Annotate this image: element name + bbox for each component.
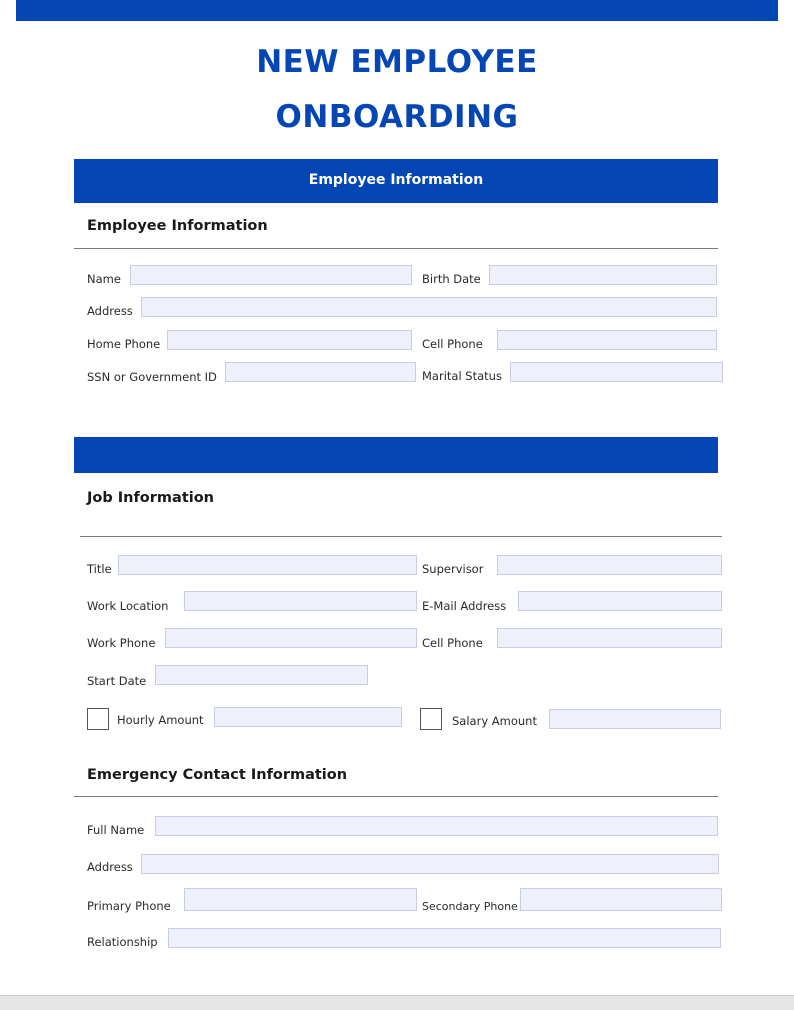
section-divider: [74, 796, 718, 797]
page-title-line-1: NEW EMPLOYEE: [256, 44, 538, 80]
birth-date-label: Birth Date: [422, 272, 481, 286]
job-cell-phone-field[interactable]: [497, 628, 722, 648]
section-band-employee: [74, 159, 718, 203]
secondary-phone-field[interactable]: [520, 888, 722, 911]
start-date-label: Start Date: [87, 674, 147, 688]
name-field[interactable]: [130, 265, 412, 285]
secondary-phone-label: Secondary Phone: [422, 900, 518, 913]
top-color-bar: [16, 0, 778, 21]
marital-status-field[interactable]: [510, 362, 723, 382]
birth-date-field[interactable]: [489, 265, 717, 285]
email-field[interactable]: [518, 591, 722, 611]
home-phone-label: Home Phone: [87, 337, 161, 351]
supervisor-label: Supervisor: [422, 562, 484, 576]
relationship-field[interactable]: [168, 928, 721, 948]
marital-status-label: Marital Status: [422, 369, 502, 383]
email-label: E-Mail Address: [422, 599, 507, 613]
ssn-field[interactable]: [225, 362, 416, 382]
job-title-field[interactable]: [118, 555, 417, 575]
job-section-heading: Job Information: [87, 490, 215, 506]
hourly-checkbox[interactable]: [87, 708, 109, 730]
primary-phone-label: Primary Phone: [87, 899, 171, 913]
emergency-section-heading: Emergency Contact Information: [87, 767, 348, 783]
page-title-line-2: ONBOARDING: [275, 99, 519, 135]
employee-section-heading: Employee Information: [87, 218, 268, 234]
section-band-job: [74, 437, 718, 473]
cell-phone-field[interactable]: [497, 330, 717, 350]
hourly-amount-field[interactable]: [214, 707, 402, 727]
start-date-field[interactable]: [155, 665, 368, 685]
salary-amount-field[interactable]: [549, 709, 721, 729]
full-name-field[interactable]: [155, 816, 718, 836]
work-location-label: Work Location: [87, 599, 169, 613]
salary-label: Salary Amount: [452, 714, 537, 728]
full-name-label: Full Name: [87, 823, 145, 837]
name-label: Name: [87, 272, 121, 286]
address-field[interactable]: [141, 297, 717, 317]
viewer-bottom-bar: [0, 995, 794, 1010]
salary-checkbox[interactable]: [420, 708, 442, 730]
section-band-label: Employee Information: [308, 172, 484, 188]
job-title-label: Title: [87, 562, 112, 576]
emergency-address-label: Address: [87, 860, 133, 874]
supervisor-field[interactable]: [497, 555, 722, 575]
cell-phone-label: Cell Phone: [422, 337, 483, 351]
work-phone-field[interactable]: [165, 628, 417, 648]
hourly-label: Hourly Amount: [117, 713, 204, 727]
relationship-label: Relationship: [87, 935, 158, 949]
address-label: Address: [87, 304, 133, 318]
home-phone-field[interactable]: [167, 330, 412, 350]
ssn-label: SSN or Government ID: [87, 370, 217, 384]
work-phone-label: Work Phone: [87, 636, 156, 650]
section-divider: [80, 536, 722, 537]
emergency-address-field[interactable]: [141, 854, 719, 874]
job-cell-phone-label: Cell Phone: [422, 636, 483, 650]
work-location-field[interactable]: [184, 591, 417, 611]
primary-phone-field[interactable]: [184, 888, 417, 911]
section-divider: [74, 248, 718, 249]
